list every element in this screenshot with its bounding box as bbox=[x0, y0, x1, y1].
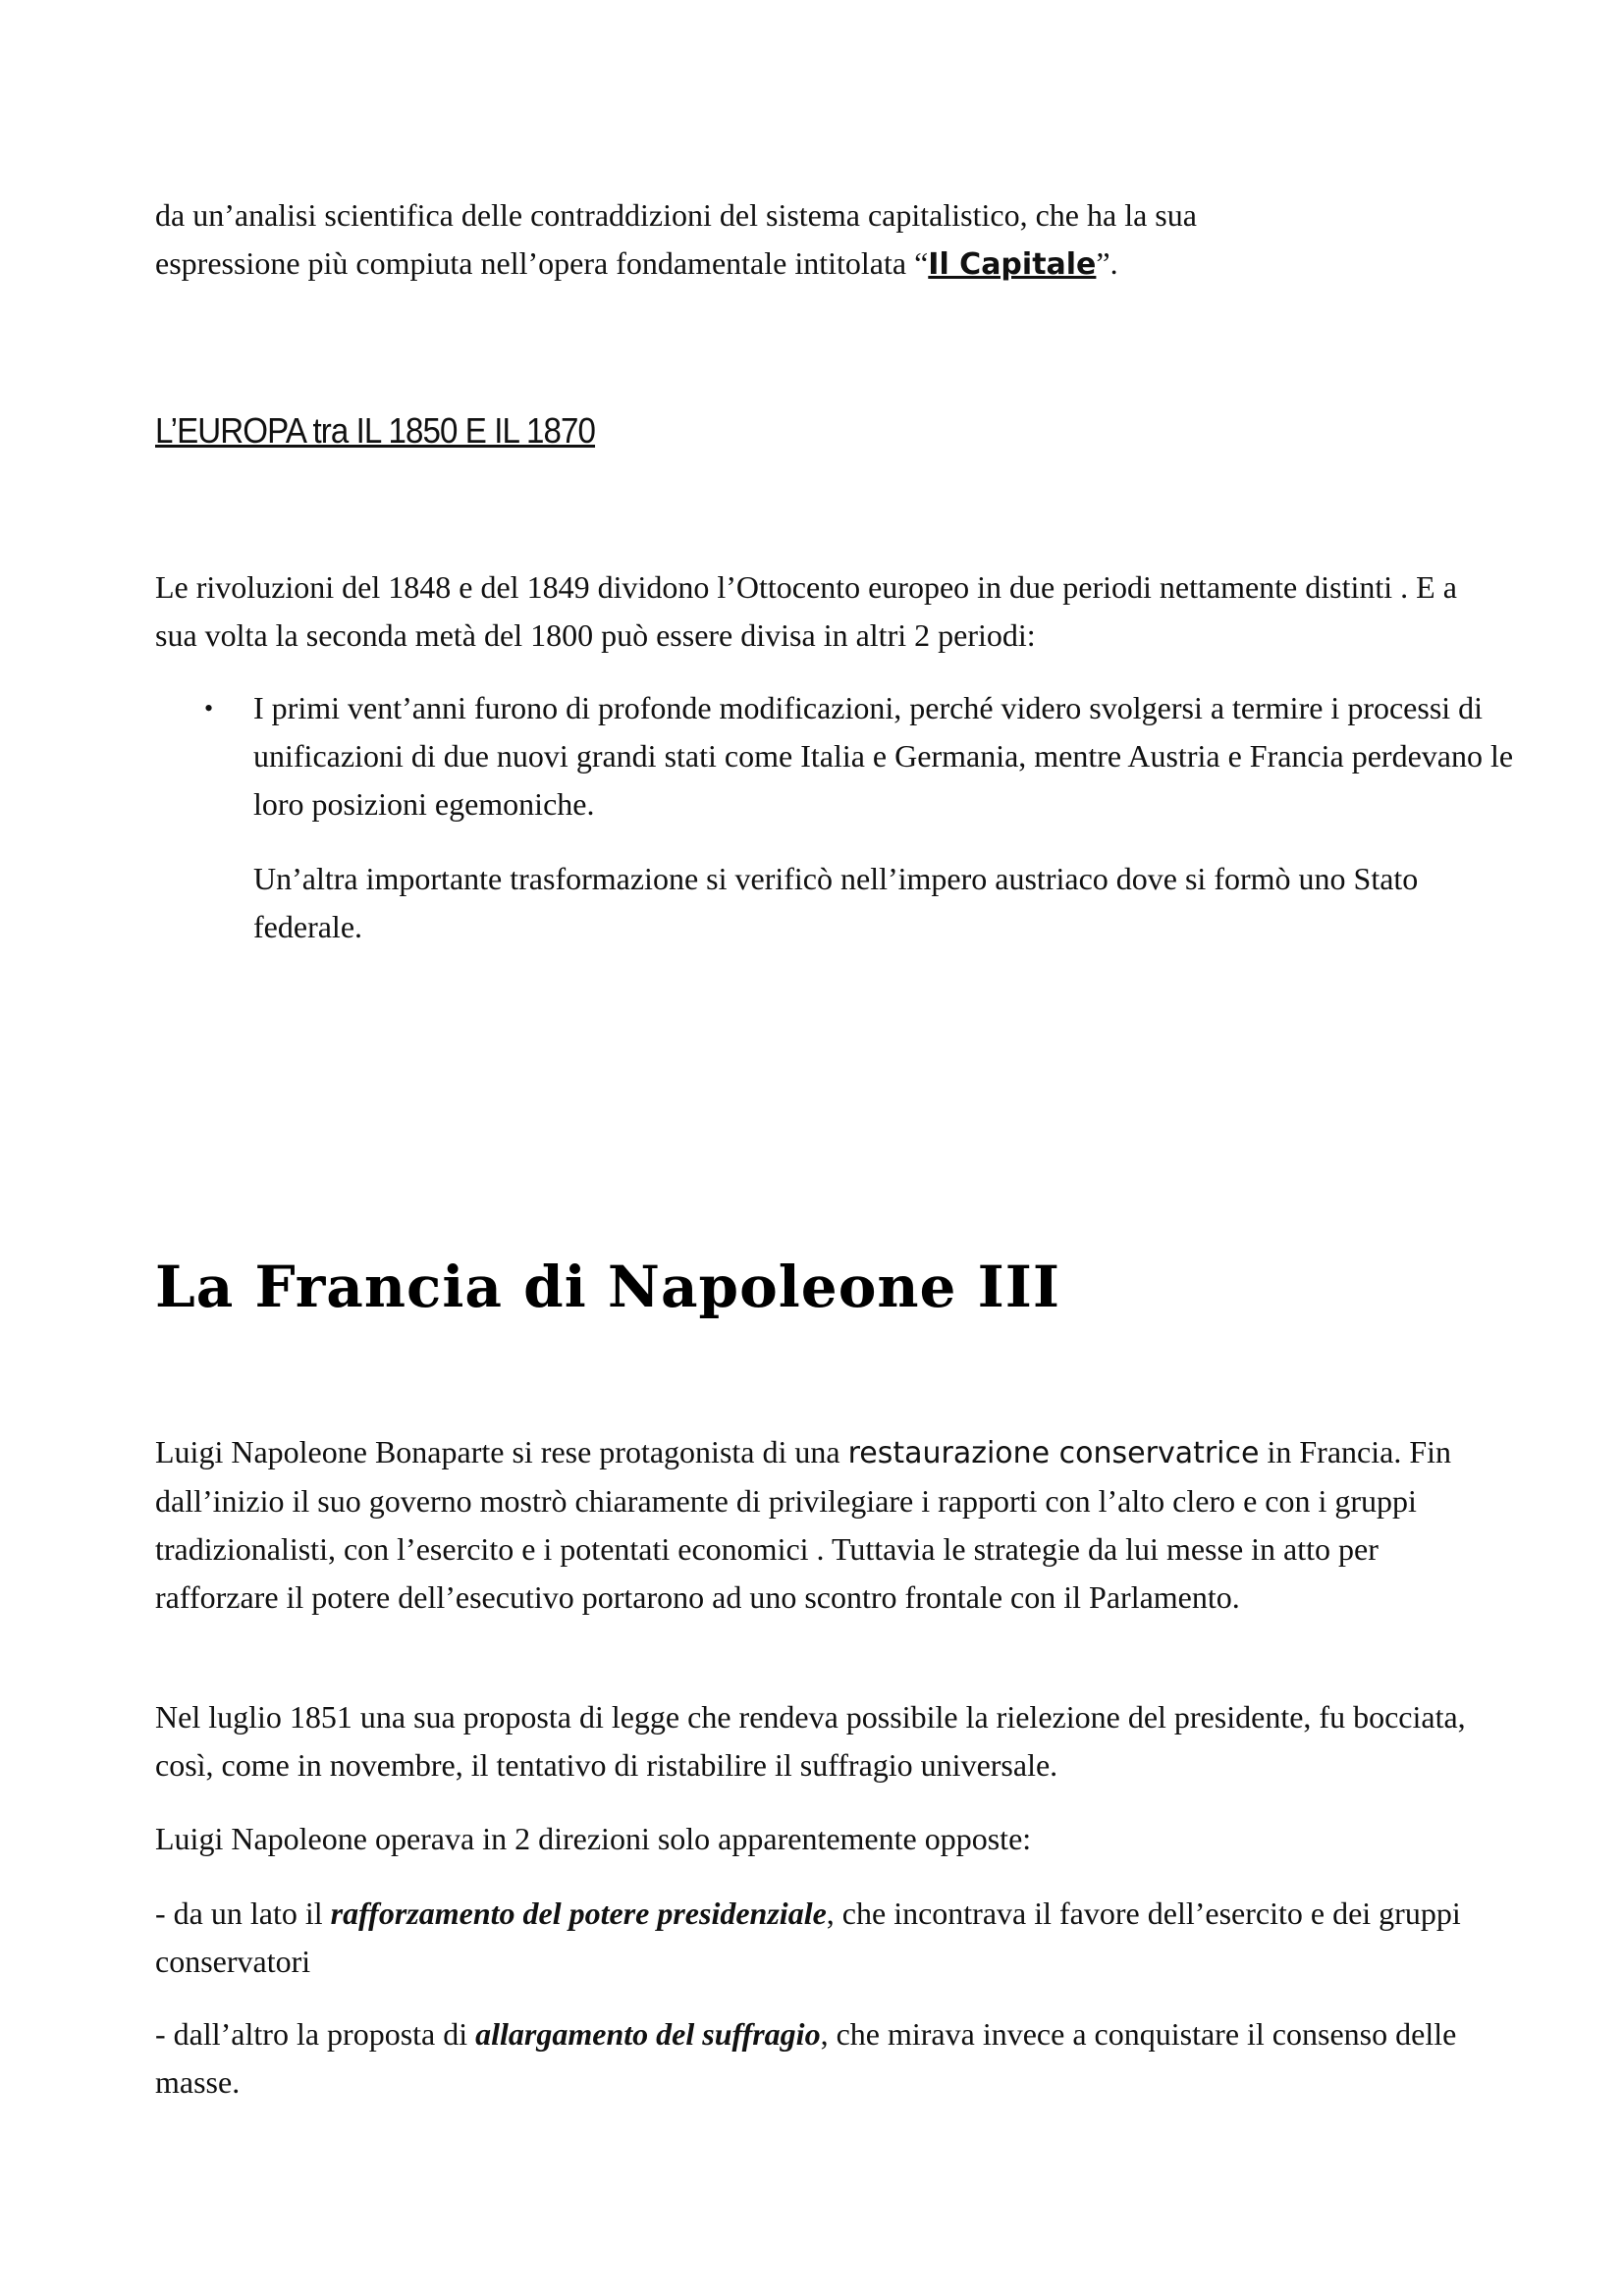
francia-p1-post: in Francia. Fin dall’inizio il suo governo mostrò chiaramente di privilegiare i rapporti con l’alto clero e con i gruppi tradizionalisti, con l’esercito e i potentati economici . Tuttavia le strategie da lui messe in atto per rafforzare il potere dell’esecutivo portarono ad uno scontro frontale con il Parlamento. bbox=[155, 1434, 1451, 1615]
intro-line-2-pre: espressione più compiuta nell’opera fondamentale intitolata “ bbox=[155, 245, 929, 281]
francia-paragraph-5 bbox=[155, 2010, 1476, 2107]
europa-paragraph: Le rivoluzioni del 1848 e del 1849 dividono l’Ottocento europeo in due periodi nettamente distinti . E a sua volta la seconda metà del 1800 può essere divisa in altri 2 periodi: bbox=[155, 569, 1457, 653]
capitale-title: Il Capitale bbox=[928, 247, 1097, 282]
list-item bbox=[204, 684, 1525, 828]
francia-paragraph-1 bbox=[155, 1428, 1476, 1622]
intro-line-1: da un’analisi scientifica delle contraddizioni del sistema capitalistico, che ha la sua bbox=[155, 197, 1197, 233]
intro-paragraph bbox=[155, 191, 1476, 289]
section-heading-europa: L’EUROPA tra IL 1850 E IL 1870 bbox=[155, 410, 596, 451]
francia-paragraph-4 bbox=[155, 1890, 1476, 1986]
restaurazione-term: restaurazione conservatrice bbox=[847, 1436, 1260, 1470]
francia-p5-post: , che mirava invece a conquistare il consenso delle masse. bbox=[155, 2016, 1457, 2100]
list-item-continuation bbox=[204, 855, 1525, 951]
francia-p4-post: , che incontrava il favore dell’esercito e dei gruppi conservatori bbox=[155, 1896, 1461, 1979]
rafforzamento-term: rafforzamento del potere presidenziale bbox=[330, 1896, 827, 1931]
bullet-continuation-text: Un’altra importante trasformazione si verificò nell’impero austriaco dove si formò uno Stato federale. bbox=[253, 861, 1419, 944]
bullet-text: I primi vent’anni furono di profonde modificazioni, perché videro svolgersi a termire i processi di unificazioni di due nuovi grandi stati come Italia e Germania, mentre Austria e Francia perdevano le loro posizioni egemoniche. bbox=[253, 690, 1514, 822]
francia-paragraph-3: Luigi Napoleone operava in 2 direzioni solo apparentemente opposte: bbox=[155, 1821, 1032, 1856]
francia-paragraph-2: Nel luglio 1851 una sua proposta di legge che rendeva possibile la rielezione del presidente, fu bocciata, così, come in novembre, il tentativo di ristabilire il suffragio universale. bbox=[155, 1699, 1466, 1783]
intro-line-2-post: ”. bbox=[1096, 245, 1118, 281]
allargamento-term: allargamento del suffragio bbox=[475, 2016, 821, 2052]
section-heading-francia: La Francia di Napoleone III bbox=[155, 1254, 1061, 1320]
francia-p1-pre: Luigi Napoleone Bonaparte si rese protagonista di una bbox=[155, 1434, 848, 1469]
bullet-icon: • bbox=[204, 694, 214, 722]
francia-p4-pre: - da un lato il bbox=[155, 1896, 331, 1931]
francia-p5-pre: - dall’altro la proposta di bbox=[155, 2016, 476, 2052]
